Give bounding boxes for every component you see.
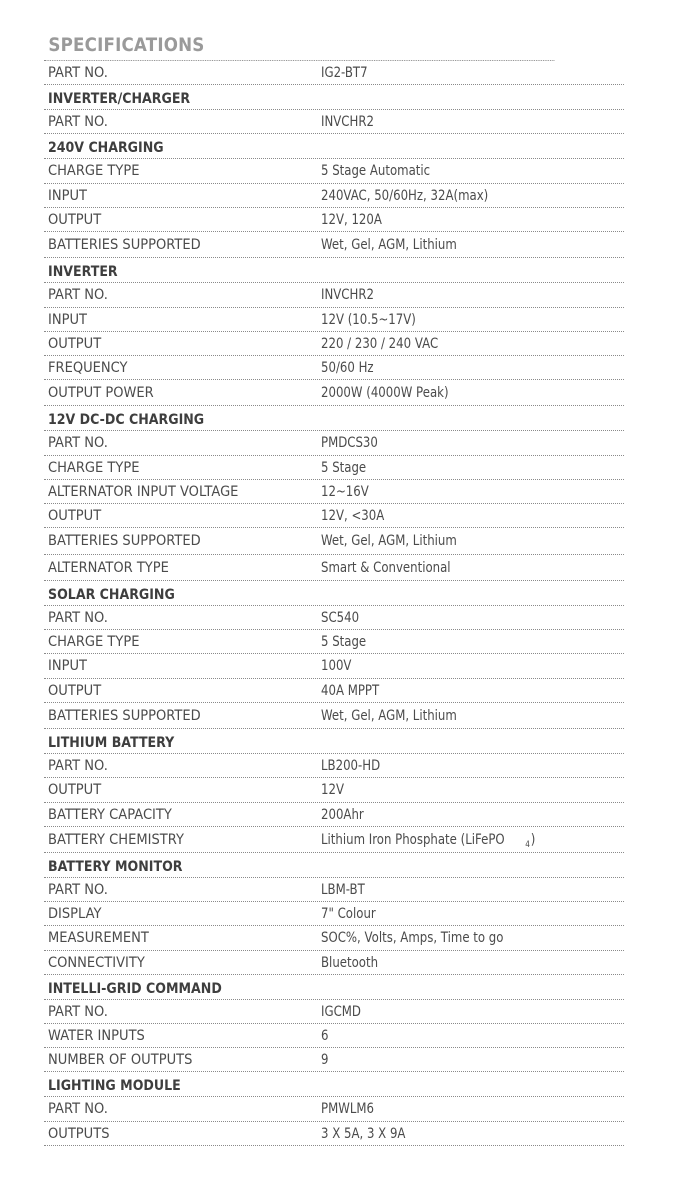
section-heading: [44, 581, 624, 606]
spec-label: [44, 803, 321, 826]
spec-value: [321, 827, 624, 852]
spec-value-text-wrap: [321, 926, 524, 951]
spec-value: [321, 1048, 624, 1071]
spec-value-text: 12V, 120A: [321, 211, 382, 228]
spec-row: [44, 308, 624, 332]
spec-value: [321, 1097, 624, 1120]
section-heading-text: LIGHTING MODULE: [48, 1078, 181, 1095]
spec-row: [44, 1000, 624, 1024]
spec-value-text: 5 Stage Automatic: [321, 163, 431, 180]
spec-value-text: 6: [321, 1028, 329, 1045]
spec-label-text: BATTERIES SUPPORTED: [48, 707, 201, 724]
spec-value-text-wrap: [321, 630, 371, 655]
spec-row: [44, 456, 624, 480]
spec-label: [44, 208, 321, 231]
spec-label-text: PART NO.: [48, 435, 108, 452]
spec-value-text: Lithium Iron Phosphate (LiFePO: [321, 831, 505, 848]
spec-value-text: PMDCS30: [321, 435, 378, 452]
spec-value-text-wrap: [321, 1048, 329, 1073]
spec-row: [44, 480, 624, 504]
spec-row: [44, 232, 624, 258]
spec-value-text-wrap: [321, 902, 382, 927]
spec-value: [321, 431, 624, 454]
spec-value-text-wrap: [321, 778, 347, 803]
spec-value: [321, 555, 624, 580]
spec-value-text: LB200-HD: [321, 758, 381, 775]
section-heading-text: 12V DC-DC CHARGING: [48, 412, 205, 429]
spec-row: [44, 528, 624, 554]
spec-value: [321, 61, 624, 84]
spec-value-text: 220 / 230 / 240 VAC: [321, 335, 439, 352]
spec-label-text: CHARGE TYPE: [48, 163, 140, 180]
spec-sheet: [44, 30, 624, 1146]
spec-value: [321, 308, 624, 331]
spec-value-text: 3 X 5A, 3 X 9A: [321, 1125, 406, 1142]
spec-label-text: CHARGE TYPE: [48, 459, 140, 476]
spec-value: [321, 902, 624, 925]
spec-value-text-wrap: [321, 1024, 329, 1049]
spec-label-text: PART NO.: [48, 114, 108, 131]
spec-row: [44, 61, 624, 85]
spec-label: [44, 1000, 321, 1023]
spec-row: [44, 754, 624, 778]
spec-label: [44, 1048, 321, 1071]
spec-value-text: LBM-BT: [321, 882, 365, 899]
spec-row: [44, 827, 624, 853]
spec-row: [44, 1097, 624, 1121]
spec-label-text: BATTERIES SUPPORTED: [48, 533, 201, 550]
spec-value-text-wrap: [321, 308, 426, 333]
value-suffix: ): [530, 831, 535, 848]
spec-value-text-wrap: [321, 208, 389, 233]
spec-value-text-wrap: [321, 1000, 365, 1025]
spec-value-text-wrap: [321, 332, 451, 357]
spec-value-text: 40A MPPT: [321, 682, 380, 699]
spec-label: [44, 827, 321, 852]
spec-label: [44, 528, 321, 553]
section-heading-text: INTELLI-GRID COMMAND: [48, 980, 222, 997]
spec-value-text-wrap: [321, 654, 355, 679]
spec-label-text: BATTERIES SUPPORTED: [48, 236, 201, 253]
spec-section: [44, 134, 624, 258]
spec-value: [321, 283, 624, 306]
spec-value-text-wrap: [321, 356, 379, 381]
spec-label-text: OUTPUT: [48, 682, 102, 699]
spec-value: [321, 606, 624, 629]
spec-value-text-wrap: [321, 827, 535, 859]
spec-row: [44, 159, 624, 183]
section-heading: [44, 134, 624, 159]
spec-value-text: 240VAC, 50/60Hz, 32A(max): [321, 187, 489, 204]
spec-value-text-wrap: [321, 803, 368, 828]
spec-value-text: INVCHR2: [321, 114, 374, 131]
spec-row: [44, 902, 624, 926]
spec-row: [44, 208, 624, 232]
spec-label: [44, 110, 321, 133]
spec-label: [44, 283, 321, 306]
spec-value-text: Wet, Gel, AGM, Lithium: [321, 236, 457, 253]
spec-value-text-wrap: [321, 679, 386, 704]
spec-value-text-wrap: [321, 283, 380, 308]
spec-label-text: PART NO.: [48, 1101, 108, 1118]
section-heading: [44, 975, 624, 1000]
spec-value: [321, 878, 624, 901]
spec-label: [44, 951, 321, 974]
spec-value-text-wrap: [321, 61, 373, 86]
spec-row: [44, 679, 624, 703]
spec-value-text: IG2-BT7: [321, 65, 368, 81]
spec-label: [44, 630, 321, 653]
spec-section: [44, 406, 624, 581]
section-heading: [44, 729, 624, 754]
spec-label-text: PART NO.: [48, 65, 108, 81]
spec-value: [321, 703, 624, 728]
spec-row: [44, 878, 624, 902]
spec-sections: [44, 61, 624, 1146]
spec-label: [44, 878, 321, 901]
spec-section: [44, 85, 624, 134]
spec-row: [44, 654, 624, 678]
spec-row: [44, 332, 624, 356]
spec-label-text: OUTPUTS: [48, 1125, 110, 1142]
spec-label-text: OUTPUT: [48, 211, 102, 228]
spec-value-text: Wet, Gel, AGM, Lithium: [321, 533, 457, 550]
section-heading-text: INVERTER/CHARGER: [48, 91, 191, 108]
spec-label: [44, 1122, 321, 1145]
spec-label: [44, 308, 321, 331]
section-heading: [44, 1072, 624, 1097]
spec-value-text: SC540: [321, 610, 360, 626]
spec-row: [44, 356, 624, 380]
spec-value: [321, 208, 624, 231]
spec-label: [44, 778, 321, 801]
spec-value-text: 100V: [321, 658, 352, 675]
spec-label: [44, 1097, 321, 1120]
spec-row: [44, 380, 624, 406]
spec-label: [44, 703, 321, 728]
spec-label-text: INPUT: [48, 187, 88, 204]
section-heading-text: BATTERY MONITOR: [48, 859, 183, 876]
spec-value-text: 12V, <30A: [321, 508, 385, 525]
section-heading-text: LITHIUM BATTERY: [48, 735, 175, 752]
spec-value: [321, 926, 624, 949]
spec-label-text: PART NO.: [48, 287, 108, 304]
spec-value: [321, 1000, 624, 1023]
spec-row: [44, 110, 624, 134]
spec-label: [44, 555, 321, 580]
spec-label-text: BATTERY CHEMISTRY: [48, 831, 184, 848]
spec-section: [44, 581, 624, 729]
spec-value: [321, 1122, 624, 1145]
spec-label: [44, 380, 321, 405]
spec-label: [44, 902, 321, 925]
spec-label: [44, 606, 321, 629]
spec-value-text: 12~16V: [321, 483, 369, 500]
subscript: 4: [525, 839, 530, 850]
spec-value: [321, 159, 624, 182]
spec-row: [44, 555, 624, 581]
spec-value: [321, 504, 624, 527]
spec-label: [44, 61, 321, 84]
spec-value-text-wrap: [321, 754, 387, 779]
section-heading-text: INVERTER: [48, 264, 118, 281]
spec-label: [44, 754, 321, 777]
spec-label-text: BATTERY CAPACITY: [48, 806, 172, 823]
section-heading-text: SOLAR CHARGING: [48, 587, 175, 603]
spec-value-text: 50/60 Hz: [321, 359, 374, 376]
spec-section: [44, 729, 624, 853]
spec-value-text: INVCHR2: [321, 287, 374, 304]
spec-value-text: 200Ahr: [321, 806, 364, 823]
spec-label-text: PART NO.: [48, 758, 108, 775]
spec-value-text-wrap: [321, 232, 472, 259]
spec-label: [44, 654, 321, 677]
spec-label-text: WATER INPUTS: [48, 1028, 145, 1045]
spec-label: [44, 356, 321, 379]
spec-row: [44, 803, 624, 827]
spec-value: [321, 778, 624, 801]
spec-value-text: Bluetooth: [321, 954, 379, 971]
spec-value: [321, 356, 624, 379]
spec-value-text: 9: [321, 1052, 329, 1069]
spec-value-text-wrap: [321, 606, 363, 631]
spec-value-text-wrap: [321, 184, 507, 209]
spec-value-text: 5 Stage: [321, 634, 367, 651]
spec-label-text: INPUT: [48, 658, 88, 675]
spec-value-text-wrap: [321, 159, 442, 184]
spec-value: [321, 456, 624, 479]
spec-value: [321, 1024, 624, 1047]
spec-label: [44, 232, 321, 257]
spec-label-text: INPUT: [48, 311, 88, 328]
spec-label: [44, 431, 321, 454]
spec-row: [44, 606, 624, 630]
spec-label-text: CHARGE TYPE: [48, 634, 140, 651]
spec-value-text-wrap: [321, 878, 370, 903]
spec-label-text: PART NO.: [48, 610, 108, 626]
spec-section: [44, 258, 624, 406]
spec-label-text: OUTPUT POWER: [48, 385, 154, 402]
spec-value-text-wrap: [321, 555, 465, 582]
spec-label: [44, 456, 321, 479]
spec-label: [44, 504, 321, 527]
spec-label-text: CONNECTIVITY: [48, 954, 145, 971]
spec-label: [44, 184, 321, 207]
spec-label-text: NUMBER OF OUTPUTS: [48, 1052, 193, 1069]
spec-label: [44, 332, 321, 355]
spec-row: [44, 1048, 624, 1072]
section-heading: [44, 258, 624, 283]
spec-value: [321, 480, 624, 503]
spec-value-text-wrap: [321, 480, 374, 505]
spec-label: [44, 1024, 321, 1047]
spec-value-text: Smart & Conventional: [321, 559, 451, 576]
section-heading-text: 240V CHARGING: [48, 140, 164, 157]
section-heading: [44, 85, 624, 110]
spec-row: [44, 504, 624, 528]
spec-value: [321, 184, 624, 207]
spec-value-text: IGCMD: [321, 1003, 361, 1020]
spec-label-text: PART NO.: [48, 1003, 108, 1020]
spec-label: [44, 480, 321, 503]
spec-value: [321, 803, 624, 826]
spec-row: [44, 778, 624, 802]
spec-label-text: ALTERNATOR TYPE: [48, 559, 169, 576]
spec-value: [321, 528, 624, 553]
spec-value: [321, 110, 624, 133]
spec-row: [44, 703, 624, 729]
spec-value-text: 12V (10.5~17V): [321, 311, 416, 328]
spec-value: [321, 630, 624, 653]
spec-row: [44, 431, 624, 455]
spec-row: [44, 283, 624, 307]
spec-value-text: 12V: [321, 782, 344, 799]
spec-value: [321, 332, 624, 355]
spec-value-text: SOC%, Volts, Amps, Time to go: [321, 930, 504, 947]
page-title: SPECIFICATIONS: [44, 30, 554, 61]
spec-label-text: MEASUREMENT: [48, 930, 149, 947]
spec-label-text: FREQUENCY: [48, 359, 128, 376]
spec-label-text: OUTPUT: [48, 335, 102, 352]
spec-value-text-wrap: [321, 504, 391, 529]
spec-value-text-wrap: [321, 380, 463, 407]
spec-label-text: OUTPUT: [48, 508, 102, 525]
spec-row: [44, 926, 624, 950]
spec-label-text: DISPLAY: [48, 906, 102, 923]
spec-value: [321, 654, 624, 677]
spec-row: [44, 1122, 624, 1146]
spec-value-text: Wet, Gel, AGM, Lithium: [321, 707, 457, 724]
spec-row: [44, 951, 624, 975]
spec-label-text: OUTPUT: [48, 782, 102, 799]
spec-value-text-wrap: [321, 703, 472, 730]
spec-value-text-wrap: [321, 110, 380, 135]
spec-value-text: PMWLM6: [321, 1101, 374, 1118]
spec-label: [44, 679, 321, 702]
spec-label: [44, 159, 321, 182]
spec-value-text-wrap: [321, 1122, 415, 1147]
spec-value: [321, 951, 624, 974]
spec-value-text-wrap: [321, 1097, 380, 1122]
spec-value-text: 5 Stage: [321, 459, 367, 476]
spec-section: [44, 61, 624, 85]
spec-row: [44, 630, 624, 654]
spec-section: [44, 1072, 624, 1145]
spec-label-text: PART NO.: [48, 882, 108, 899]
spec-value: [321, 679, 624, 702]
spec-value-text: 2000W (4000W Peak): [321, 385, 449, 402]
spec-value-text-wrap: [321, 431, 384, 456]
spec-value: [321, 232, 624, 257]
spec-section: [44, 975, 624, 1073]
spec-row: [44, 1024, 624, 1048]
spec-row: [44, 184, 624, 208]
spec-section: [44, 853, 624, 975]
spec-value-text-wrap: [321, 951, 384, 976]
spec-value-text-wrap: [321, 456, 371, 481]
section-heading: [44, 406, 624, 431]
spec-label-text: ALTERNATOR INPUT VOLTAGE: [48, 483, 239, 500]
spec-label: [44, 926, 321, 949]
spec-value-text-wrap: [321, 528, 472, 555]
spec-value: [321, 754, 624, 777]
spec-value-text: 7" Colour: [321, 906, 376, 923]
spec-value: [321, 380, 624, 405]
